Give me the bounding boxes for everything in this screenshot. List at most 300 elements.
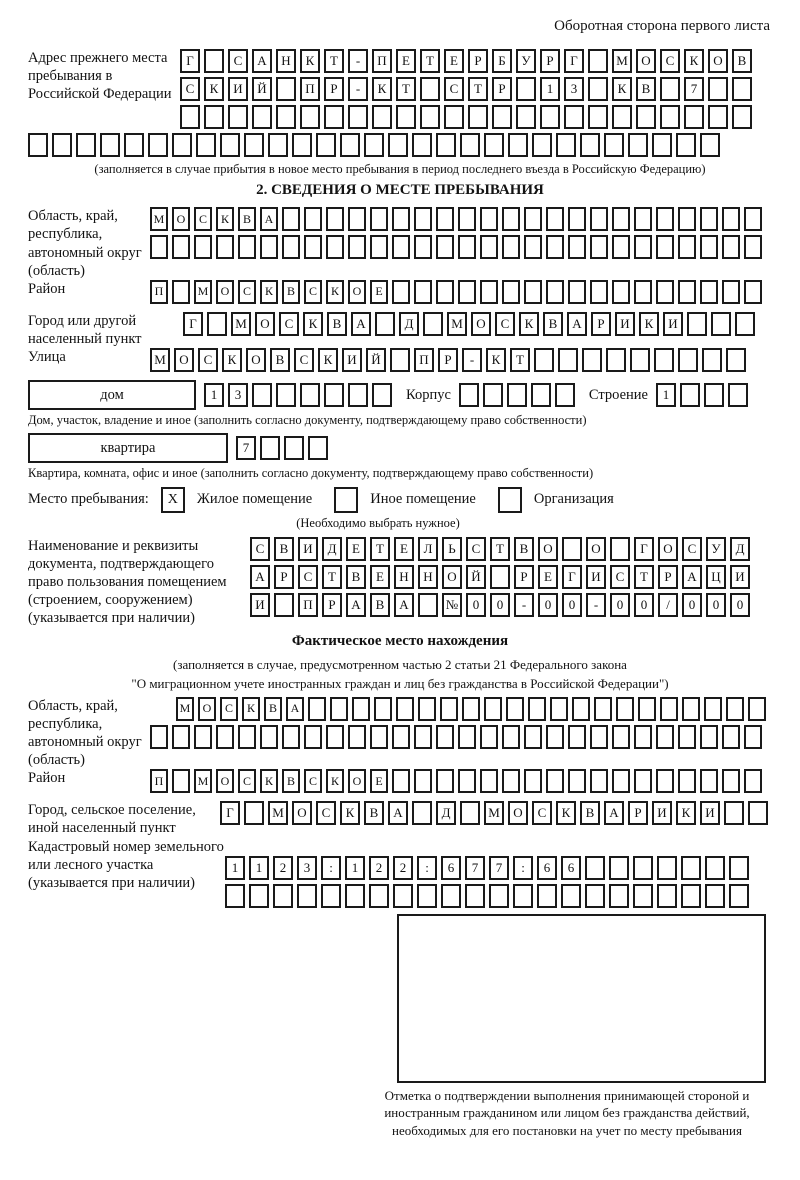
char-cell[interactable] <box>513 884 533 908</box>
char-cell[interactable]: 1 <box>225 856 245 880</box>
char-cell[interactable] <box>252 383 272 407</box>
char-cell[interactable] <box>678 725 696 749</box>
char-cell[interactable]: В <box>732 49 752 73</box>
char-cell[interactable]: К <box>260 280 278 304</box>
char-cell[interactable] <box>516 77 536 101</box>
char-cell[interactable]: В <box>274 537 294 561</box>
char-cell[interactable]: О <box>658 537 678 561</box>
char-cell[interactable]: С <box>682 537 702 561</box>
char-cell[interactable]: К <box>612 77 632 101</box>
char-cell[interactable]: О <box>586 537 606 561</box>
char-cell[interactable] <box>352 697 370 721</box>
char-cell[interactable] <box>392 280 410 304</box>
char-cell[interactable] <box>534 348 554 372</box>
char-cell[interactable] <box>744 207 762 231</box>
char-cell[interactable]: К <box>242 697 260 721</box>
char-cell[interactable] <box>700 280 718 304</box>
char-cell[interactable]: С <box>250 537 270 561</box>
char-cell[interactable] <box>412 133 432 157</box>
char-cell[interactable] <box>276 105 296 129</box>
char-cell[interactable]: И <box>730 565 750 589</box>
char-cell[interactable]: С <box>294 348 314 372</box>
char-cell[interactable]: С <box>298 565 318 589</box>
char-cell[interactable] <box>282 725 300 749</box>
char-cell[interactable]: Г <box>564 49 584 73</box>
char-cell[interactable] <box>330 697 348 721</box>
char-cell[interactable]: С <box>228 49 248 73</box>
char-cell[interactable] <box>150 725 168 749</box>
char-cell[interactable] <box>392 725 410 749</box>
char-cell[interactable]: М <box>231 312 251 336</box>
char-cell[interactable]: Р <box>628 801 648 825</box>
char-cell[interactable] <box>630 348 650 372</box>
char-cell[interactable] <box>370 725 388 749</box>
char-cell[interactable]: В <box>270 348 290 372</box>
char-cell[interactable]: 3 <box>228 383 248 407</box>
char-cell[interactable]: В <box>580 801 600 825</box>
char-cell[interactable] <box>700 725 718 749</box>
char-cell[interactable] <box>300 105 320 129</box>
char-cell[interactable] <box>568 769 586 793</box>
char-cell[interactable]: Р <box>438 348 458 372</box>
char-cell[interactable] <box>100 133 120 157</box>
char-cell[interactable]: И <box>663 312 683 336</box>
char-cell[interactable]: Т <box>634 565 654 589</box>
char-cell[interactable]: П <box>300 77 320 101</box>
char-cell[interactable] <box>633 856 653 880</box>
char-cell[interactable]: К <box>216 207 234 231</box>
char-cell[interactable]: С <box>304 769 322 793</box>
char-cell[interactable] <box>612 235 630 259</box>
char-cell[interactable]: О <box>216 280 234 304</box>
char-cell[interactable] <box>172 280 190 304</box>
char-cell[interactable]: М <box>268 801 288 825</box>
char-cell[interactable] <box>585 884 605 908</box>
char-cell[interactable] <box>172 235 190 259</box>
char-cell[interactable]: 0 <box>538 593 558 617</box>
char-cell[interactable] <box>436 769 454 793</box>
char-cell[interactable] <box>180 105 200 129</box>
char-cell[interactable] <box>612 280 630 304</box>
char-cell[interactable] <box>705 856 725 880</box>
char-cell[interactable]: О <box>198 697 216 721</box>
char-cell[interactable]: Р <box>591 312 611 336</box>
char-cell[interactable]: Р <box>540 49 560 73</box>
char-cell[interactable]: 0 <box>490 593 510 617</box>
char-cell[interactable]: 1 <box>249 856 269 880</box>
char-cell[interactable] <box>420 105 440 129</box>
char-cell[interactable] <box>436 207 454 231</box>
char-cell[interactable]: И <box>586 565 606 589</box>
char-cell[interactable] <box>216 235 234 259</box>
char-cell[interactable] <box>684 105 704 129</box>
char-cell[interactable] <box>458 280 476 304</box>
char-cell[interactable] <box>324 383 344 407</box>
char-cell[interactable]: Ь <box>442 537 462 561</box>
char-cell[interactable] <box>414 207 432 231</box>
char-cell[interactable] <box>687 312 707 336</box>
char-cell[interactable]: У <box>516 49 536 73</box>
char-cell[interactable] <box>654 348 674 372</box>
char-cell[interactable] <box>284 436 304 460</box>
char-cell[interactable]: К <box>326 280 344 304</box>
char-cell[interactable] <box>52 133 72 157</box>
char-cell[interactable]: 1 <box>204 383 224 407</box>
char-cell[interactable] <box>537 884 557 908</box>
char-cell[interactable] <box>502 235 520 259</box>
char-cell[interactable] <box>652 133 672 157</box>
char-cell[interactable]: В <box>370 593 390 617</box>
char-cell[interactable] <box>722 725 740 749</box>
char-cell[interactable] <box>678 280 696 304</box>
char-cell[interactable] <box>524 769 542 793</box>
char-cell[interactable] <box>465 884 485 908</box>
char-cell[interactable]: - <box>462 348 482 372</box>
char-cell[interactable] <box>633 884 653 908</box>
char-cell[interactable] <box>345 884 365 908</box>
char-cell[interactable]: Р <box>274 565 294 589</box>
char-cell[interactable] <box>308 697 326 721</box>
char-cell[interactable] <box>561 884 581 908</box>
char-cell[interactable] <box>375 312 395 336</box>
char-cell[interactable] <box>735 312 755 336</box>
char-cell[interactable] <box>555 383 575 407</box>
char-cell[interactable] <box>304 725 322 749</box>
char-cell[interactable]: И <box>615 312 635 336</box>
char-cell[interactable] <box>244 801 264 825</box>
char-cell[interactable] <box>702 348 722 372</box>
char-cell[interactable] <box>436 133 456 157</box>
char-cell[interactable]: К <box>222 348 242 372</box>
char-cell[interactable] <box>722 769 740 793</box>
char-cell[interactable] <box>480 769 498 793</box>
char-cell[interactable] <box>249 884 269 908</box>
char-cell[interactable]: К <box>519 312 539 336</box>
char-cell[interactable]: Р <box>514 565 534 589</box>
char-cell[interactable]: - <box>348 49 368 73</box>
char-cell[interactable] <box>568 235 586 259</box>
char-cell[interactable] <box>480 725 498 749</box>
char-cell[interactable] <box>724 801 744 825</box>
char-cell[interactable] <box>680 383 700 407</box>
char-cell[interactable] <box>708 105 728 129</box>
char-cell[interactable]: А <box>260 207 278 231</box>
char-cell[interactable] <box>316 133 336 157</box>
char-cell[interactable]: Л <box>418 537 438 561</box>
char-cell[interactable] <box>681 884 701 908</box>
char-cell[interactable]: П <box>150 280 168 304</box>
char-cell[interactable] <box>304 235 322 259</box>
char-cell[interactable]: М <box>150 207 168 231</box>
char-cell[interactable]: Г <box>183 312 203 336</box>
char-cell[interactable]: М <box>194 280 212 304</box>
char-cell[interactable]: И <box>250 593 270 617</box>
char-cell[interactable] <box>634 235 652 259</box>
char-cell[interactable] <box>390 348 410 372</box>
char-cell[interactable]: / <box>658 593 678 617</box>
char-cell[interactable]: 6 <box>441 856 461 880</box>
char-cell[interactable] <box>681 856 701 880</box>
char-cell[interactable] <box>508 133 528 157</box>
char-cell[interactable] <box>564 105 584 129</box>
char-cell[interactable] <box>458 769 476 793</box>
char-cell[interactable]: 7 <box>684 77 704 101</box>
char-cell[interactable]: О <box>246 348 266 372</box>
char-cell[interactable] <box>704 697 722 721</box>
char-cell[interactable]: : <box>321 856 341 880</box>
char-cell[interactable] <box>634 280 652 304</box>
char-cell[interactable] <box>732 77 752 101</box>
char-cell[interactable] <box>728 383 748 407</box>
char-cell[interactable]: 3 <box>297 856 317 880</box>
char-cell[interactable]: С <box>198 348 218 372</box>
char-cell[interactable]: 2 <box>393 856 413 880</box>
char-cell[interactable]: О <box>538 537 558 561</box>
char-cell[interactable]: О <box>348 769 366 793</box>
char-cell[interactable]: К <box>260 769 278 793</box>
char-cell[interactable]: 6 <box>561 856 581 880</box>
char-cell[interactable] <box>393 884 413 908</box>
char-cell[interactable]: : <box>417 856 437 880</box>
char-cell[interactable]: Т <box>510 348 530 372</box>
char-cell[interactable] <box>588 105 608 129</box>
char-cell[interactable]: К <box>486 348 506 372</box>
char-cell[interactable]: П <box>372 49 392 73</box>
char-cell[interactable] <box>580 133 600 157</box>
char-cell[interactable]: 7 <box>489 856 509 880</box>
char-cell[interactable]: С <box>304 280 322 304</box>
char-cell[interactable]: 7 <box>465 856 485 880</box>
char-cell[interactable] <box>628 133 648 157</box>
char-cell[interactable]: С <box>495 312 515 336</box>
char-cell[interactable] <box>590 207 608 231</box>
char-cell[interactable]: Т <box>420 49 440 73</box>
char-cell[interactable] <box>502 725 520 749</box>
char-cell[interactable]: Д <box>322 537 342 561</box>
char-cell[interactable] <box>436 280 454 304</box>
char-cell[interactable]: И <box>700 801 720 825</box>
char-cell[interactable] <box>194 725 212 749</box>
char-cell[interactable] <box>364 133 384 157</box>
char-cell[interactable]: Н <box>394 565 414 589</box>
char-cell[interactable] <box>225 884 245 908</box>
char-cell[interactable]: 1 <box>345 856 365 880</box>
char-cell[interactable]: В <box>346 565 366 589</box>
char-cell[interactable] <box>678 207 696 231</box>
char-cell[interactable]: 6 <box>537 856 557 880</box>
char-cell[interactable] <box>414 235 432 259</box>
char-cell[interactable]: О <box>216 769 234 793</box>
char-cell[interactable]: А <box>346 593 366 617</box>
char-cell[interactable] <box>732 105 752 129</box>
char-cell[interactable]: О <box>442 565 462 589</box>
char-cell[interactable] <box>516 105 536 129</box>
char-cell[interactable]: 0 <box>466 593 486 617</box>
char-cell[interactable] <box>612 769 630 793</box>
char-cell[interactable]: : <box>513 856 533 880</box>
char-cell[interactable] <box>196 133 216 157</box>
char-cell[interactable] <box>348 207 366 231</box>
char-cell[interactable] <box>507 383 527 407</box>
char-cell[interactable]: М <box>194 769 212 793</box>
char-cell[interactable] <box>412 801 432 825</box>
char-cell[interactable]: 1 <box>540 77 560 101</box>
char-cell[interactable] <box>546 769 564 793</box>
char-cell[interactable] <box>460 133 480 157</box>
char-cell[interactable] <box>540 105 560 129</box>
char-cell[interactable] <box>374 697 392 721</box>
char-cell[interactable] <box>458 725 476 749</box>
char-cell[interactable] <box>172 725 190 749</box>
char-cell[interactable]: Р <box>468 49 488 73</box>
char-cell[interactable]: 0 <box>562 593 582 617</box>
char-cell[interactable]: Е <box>538 565 558 589</box>
char-cell[interactable] <box>657 884 677 908</box>
char-cell[interactable] <box>744 725 762 749</box>
char-cell[interactable] <box>483 383 503 407</box>
char-cell[interactable]: О <box>636 49 656 73</box>
char-cell[interactable]: С <box>316 801 336 825</box>
char-cell[interactable]: Д <box>399 312 419 336</box>
char-cell[interactable] <box>700 769 718 793</box>
char-cell[interactable]: А <box>394 593 414 617</box>
char-cell[interactable] <box>722 207 740 231</box>
char-cell[interactable]: - <box>348 77 368 101</box>
char-cell[interactable]: М <box>176 697 194 721</box>
char-cell[interactable] <box>590 725 608 749</box>
char-cell[interactable]: Е <box>346 537 366 561</box>
char-cell[interactable]: С <box>238 280 256 304</box>
char-cell[interactable] <box>502 769 520 793</box>
char-cell[interactable]: О <box>172 207 190 231</box>
char-cell[interactable]: Е <box>444 49 464 73</box>
char-cell[interactable]: О <box>174 348 194 372</box>
char-cell[interactable]: А <box>351 312 371 336</box>
char-cell[interactable] <box>748 801 768 825</box>
char-cell[interactable]: А <box>604 801 624 825</box>
char-cell[interactable] <box>524 207 542 231</box>
char-cell[interactable] <box>414 280 432 304</box>
char-cell[interactable] <box>273 884 293 908</box>
char-cell[interactable]: М <box>447 312 467 336</box>
char-cell[interactable] <box>700 235 718 259</box>
char-cell[interactable] <box>420 77 440 101</box>
char-cell[interactable] <box>484 697 502 721</box>
char-cell[interactable] <box>610 537 630 561</box>
char-cell[interactable] <box>682 697 700 721</box>
char-cell[interactable] <box>480 207 498 231</box>
char-cell[interactable] <box>609 884 629 908</box>
char-cell[interactable] <box>76 133 96 157</box>
char-cell[interactable]: Т <box>490 537 510 561</box>
char-cell[interactable] <box>729 884 749 908</box>
char-cell[interactable]: Т <box>324 49 344 73</box>
char-cell[interactable] <box>660 105 680 129</box>
char-cell[interactable]: Г <box>634 537 654 561</box>
char-cell[interactable] <box>590 769 608 793</box>
char-cell[interactable] <box>441 884 461 908</box>
char-cell[interactable]: Д <box>436 801 456 825</box>
char-cell[interactable]: У <box>706 537 726 561</box>
char-cell[interactable]: Е <box>370 565 390 589</box>
char-cell[interactable]: О <box>708 49 728 73</box>
char-cell[interactable] <box>524 725 542 749</box>
char-cell[interactable] <box>304 207 322 231</box>
char-cell[interactable] <box>194 235 212 259</box>
char-cell[interactable] <box>468 105 488 129</box>
char-cell[interactable] <box>656 769 674 793</box>
char-cell[interactable]: Ц <box>706 565 726 589</box>
char-cell[interactable]: - <box>586 593 606 617</box>
char-cell[interactable]: 3 <box>564 77 584 101</box>
char-cell[interactable]: К <box>639 312 659 336</box>
char-cell[interactable] <box>172 133 192 157</box>
char-cell[interactable]: Й <box>366 348 386 372</box>
char-cell[interactable] <box>506 697 524 721</box>
char-cell[interactable] <box>634 207 652 231</box>
char-cell[interactable] <box>260 436 280 460</box>
char-cell[interactable] <box>150 235 168 259</box>
char-cell[interactable]: В <box>264 697 282 721</box>
char-cell[interactable] <box>238 725 256 749</box>
char-cell[interactable] <box>326 235 344 259</box>
char-cell[interactable]: А <box>567 312 587 336</box>
char-cell[interactable] <box>292 133 312 157</box>
char-cell[interactable] <box>572 697 590 721</box>
char-cell[interactable]: К <box>340 801 360 825</box>
char-cell[interactable]: О <box>471 312 491 336</box>
char-cell[interactable] <box>656 235 674 259</box>
char-cell[interactable]: В <box>238 207 256 231</box>
char-cell[interactable] <box>502 280 520 304</box>
char-cell[interactable]: С <box>220 697 238 721</box>
char-cell[interactable]: В <box>543 312 563 336</box>
char-cell[interactable] <box>321 884 341 908</box>
char-cell[interactable]: В <box>514 537 534 561</box>
char-cell[interactable] <box>582 348 602 372</box>
char-cell[interactable] <box>568 207 586 231</box>
char-cell[interactable] <box>260 725 278 749</box>
char-cell[interactable] <box>492 105 512 129</box>
char-cell[interactable]: М <box>612 49 632 73</box>
char-cell[interactable]: 7 <box>236 436 256 460</box>
char-cell[interactable]: Е <box>396 49 416 73</box>
char-cell[interactable]: Р <box>324 77 344 101</box>
char-cell[interactable] <box>678 235 696 259</box>
char-cell[interactable]: А <box>388 801 408 825</box>
char-cell[interactable] <box>388 133 408 157</box>
char-cell[interactable]: - <box>514 593 534 617</box>
char-cell[interactable] <box>562 537 582 561</box>
checkbox-inoe-pomeshchenie[interactable] <box>334 487 358 513</box>
char-cell[interactable] <box>711 312 731 336</box>
char-cell[interactable] <box>148 133 168 157</box>
char-cell[interactable] <box>606 348 626 372</box>
char-cell[interactable] <box>656 207 674 231</box>
char-cell[interactable] <box>489 884 509 908</box>
char-cell[interactable] <box>634 769 652 793</box>
char-cell[interactable] <box>348 235 366 259</box>
char-cell[interactable] <box>369 884 389 908</box>
char-cell[interactable] <box>556 133 576 157</box>
char-cell[interactable]: Р <box>322 593 342 617</box>
char-cell[interactable]: Г <box>180 49 200 73</box>
char-cell[interactable] <box>458 207 476 231</box>
char-cell[interactable]: К <box>318 348 338 372</box>
char-cell[interactable] <box>396 697 414 721</box>
char-cell[interactable]: С <box>180 77 200 101</box>
char-cell[interactable]: 2 <box>273 856 293 880</box>
